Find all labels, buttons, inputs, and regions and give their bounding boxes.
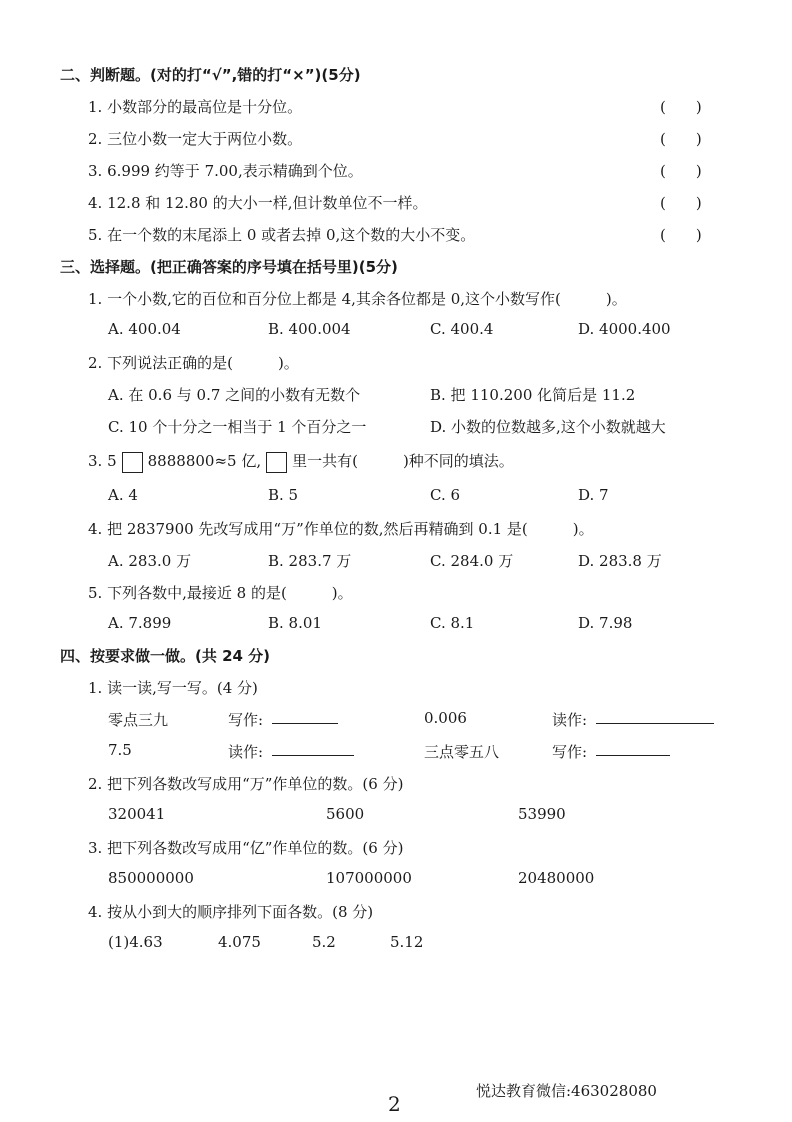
- option-d[interactable]: D. 小数的位数越多,这个小数就越大: [430, 418, 666, 436]
- choice-question-3: [88, 450, 514, 473]
- read-write-word: 零点三九: [108, 711, 169, 729]
- write-label: 写作:: [552, 743, 588, 761]
- option-c[interactable]: C. 8.1: [430, 614, 475, 632]
- question-text-part: 里一共有( )种不同的填法。: [292, 452, 514, 470]
- item-number: 3.: [88, 452, 103, 470]
- option-d[interactable]: D. 7: [578, 486, 609, 504]
- option-d[interactable]: D. 7.98: [578, 614, 633, 632]
- option-b[interactable]: B. 400.004: [268, 320, 351, 338]
- read-write-number: 7.5: [108, 741, 132, 759]
- answer-line[interactable]: [272, 709, 338, 724]
- answer-line[interactable]: [596, 741, 670, 756]
- task-question-1: [88, 677, 258, 698]
- task-question-3: [88, 837, 403, 858]
- option-b[interactable]: B. 283.7 万: [268, 552, 352, 570]
- read-write-number: 0.006: [424, 709, 467, 727]
- judge-item-2: [88, 128, 302, 149]
- item-number: 2.: [88, 775, 103, 793]
- option-a[interactable]: A. 283.0 万: [108, 552, 192, 570]
- item-number: 1.: [88, 290, 103, 308]
- section-3-title: 三、选择题。(把正确答案的序号填在括号里)(5分): [60, 258, 398, 276]
- answer-paren[interactable]: ( ): [660, 162, 702, 180]
- question-text-part: 5: [107, 452, 117, 470]
- item-number: 5.: [88, 226, 103, 244]
- judge-item-1: [88, 96, 302, 117]
- option-c[interactable]: C. 284.0 万: [430, 552, 514, 570]
- choice-question-4: [88, 518, 594, 539]
- number-value: 5.2: [312, 933, 336, 951]
- item-text: 小数部分的最高位是十分位。: [107, 98, 303, 116]
- number-value: 320041: [108, 805, 166, 823]
- write-label: 写作:: [228, 711, 264, 729]
- item-number: 4.: [88, 903, 103, 921]
- number-value: 5600: [326, 805, 365, 823]
- read-label: 读作:: [552, 711, 588, 729]
- answer-line[interactable]: [596, 709, 714, 724]
- question-text: 把 2837900 先改写成用“万”作单位的数,然后再精确到 0.1 是( )。: [107, 520, 594, 538]
- item-number: 2.: [88, 130, 103, 148]
- answer-paren[interactable]: ( ): [660, 130, 702, 148]
- number-value: (1)4.63: [108, 933, 163, 951]
- number-value: 850000000: [108, 869, 194, 887]
- option-b[interactable]: B. 5: [268, 486, 299, 504]
- item-text: 12.8 和 12.80 的大小一样,但计数单位不一样。: [107, 194, 428, 212]
- option-a[interactable]: A. 在 0.6 与 0.7 之间的小数有无数个: [108, 386, 361, 404]
- number-value: 53990: [518, 805, 566, 823]
- item-number: 2.: [88, 354, 103, 372]
- page-number: 2: [388, 1092, 401, 1116]
- item-text: 6.999 约等于 7.00,表示精确到个位。: [107, 162, 363, 180]
- judge-item-5: [88, 224, 475, 245]
- question-text: 读一读,写一写。(4 分): [107, 679, 258, 697]
- item-number: 5.: [88, 584, 103, 602]
- section-4-title: 四、按要求做一做。(共 24 分): [60, 647, 271, 665]
- question-text-part: 8888800≈5 亿,: [147, 452, 262, 470]
- fill-box[interactable]: [266, 452, 287, 473]
- option-a[interactable]: A. 400.04: [108, 320, 181, 338]
- item-number: 1.: [88, 98, 103, 116]
- option-c[interactable]: C. 400.4: [430, 320, 494, 338]
- option-a[interactable]: A. 7.899: [108, 614, 172, 632]
- read-write-word: 三点零五八: [424, 743, 500, 761]
- option-b[interactable]: B. 把 110.200 化简后是 11.2: [430, 386, 636, 404]
- item-number: 4.: [88, 520, 103, 538]
- judge-item-4: [88, 192, 428, 213]
- item-number: 3.: [88, 839, 103, 857]
- item-text: 三位小数一定大于两位小数。: [107, 130, 303, 148]
- item-number: 3.: [88, 162, 103, 180]
- number-value: 5.12: [390, 933, 424, 951]
- task-question-4: [88, 901, 373, 922]
- choice-question-2: [88, 352, 299, 373]
- judge-item-3: [88, 160, 363, 181]
- choice-question-1: [88, 288, 627, 309]
- answer-paren[interactable]: ( ): [660, 194, 702, 212]
- question-text: 把下列各数改写成用“亿”作单位的数。(6 分): [107, 839, 404, 857]
- number-value: 20480000: [518, 869, 595, 887]
- section-2-title: 二、判断题。(对的打“√”,错的打“×”)(5分): [60, 66, 361, 84]
- option-d[interactable]: D. 283.8 万: [578, 552, 662, 570]
- option-c[interactable]: C. 6: [430, 486, 461, 504]
- fill-box[interactable]: [122, 452, 143, 473]
- option-c[interactable]: C. 10 个十分之一相当于 1 个百分之一: [108, 418, 367, 436]
- question-text: 把下列各数改写成用“万”作单位的数。(6 分): [107, 775, 404, 793]
- option-a[interactable]: A. 4: [108, 486, 138, 504]
- option-d[interactable]: D. 4000.400: [578, 320, 671, 338]
- answer-paren[interactable]: ( ): [660, 98, 702, 116]
- task-question-2: [88, 773, 403, 794]
- question-text: 下列各数中,最接近 8 的是( )。: [107, 584, 353, 602]
- item-number: 4.: [88, 194, 103, 212]
- choice-question-5: [88, 582, 353, 603]
- answer-line[interactable]: [272, 741, 354, 756]
- answer-paren[interactable]: ( ): [660, 226, 702, 244]
- footer-contact: 悦达教育微信:463028080: [476, 1082, 657, 1100]
- question-text: 按从小到大的顺序排列下面各数。(8 分): [107, 903, 374, 921]
- option-b[interactable]: B. 8.01: [268, 614, 322, 632]
- number-value: 107000000: [326, 869, 412, 887]
- item-number: 1.: [88, 679, 103, 697]
- question-text: 一个小数,它的百位和百分位上都是 4,其余各位都是 0,这个小数写作( )。: [107, 290, 627, 308]
- item-text: 在一个数的末尾添上 0 或者去掉 0,这个数的大小不变。: [107, 226, 476, 244]
- read-label: 读作:: [228, 743, 264, 761]
- question-text: 下列说法正确的是( )。: [107, 354, 299, 372]
- number-value: 4.075: [218, 933, 261, 951]
